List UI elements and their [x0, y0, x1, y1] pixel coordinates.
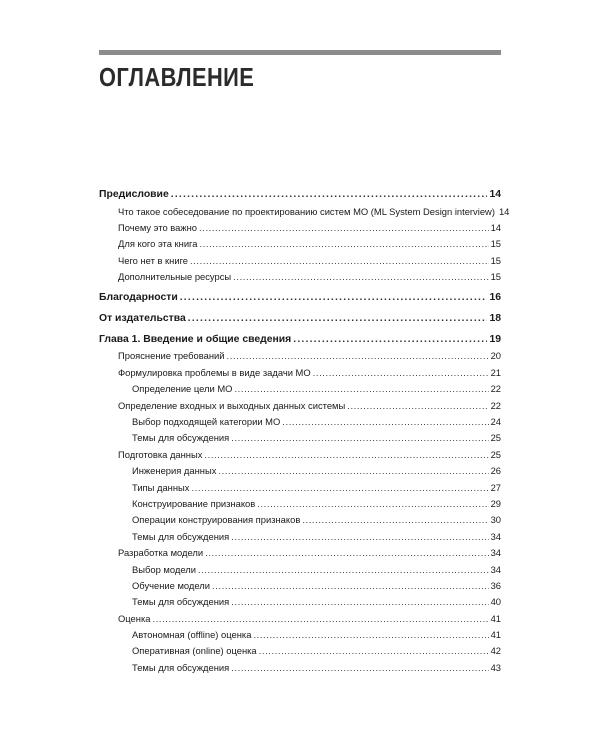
toc-entry-label: Темы для обсуждения: [132, 432, 230, 444]
toc-entry[interactable]: [99, 332, 501, 349]
toc-entry[interactable]: [99, 643, 501, 659]
dot-leader: [205, 545, 488, 561]
toc-entry-label: Формулировка проблемы в виде задачи МО: [118, 366, 311, 378]
toc-entry[interactable]: [99, 253, 501, 269]
toc-entry[interactable]: [99, 447, 501, 463]
toc-entry-page-number: 21: [490, 366, 501, 378]
toc-entry[interactable]: [99, 578, 501, 594]
toc-entry-label: Темы для обсуждения: [132, 596, 230, 608]
toc-entry[interactable]: [99, 381, 501, 397]
toc-entry-page-number: 15: [490, 238, 501, 250]
dot-leader: [231, 594, 488, 610]
toc-entry-label: Автономная (offline) оценка: [132, 629, 252, 641]
dot-leader: [188, 311, 488, 328]
dot-leader: [302, 512, 488, 528]
table-of-contents: [99, 187, 510, 676]
toc-entry[interactable]: [99, 220, 501, 236]
dot-leader: [233, 269, 488, 285]
dot-leader: [199, 236, 488, 252]
toc-entry-label: Дополнительные ресурсы: [118, 271, 232, 283]
toc-entry[interactable]: [99, 290, 501, 307]
toc-entry[interactable]: [99, 365, 501, 381]
toc-entry-page-number: 14: [490, 221, 501, 233]
toc-entry-label: Оперативная (online) оценка: [132, 645, 257, 657]
dot-leader: [171, 187, 488, 204]
dot-leader: [152, 611, 488, 627]
dot-leader: [198, 562, 489, 578]
toc-entry-page-number: 14: [498, 205, 510, 217]
dot-leader: [190, 253, 489, 269]
dot-leader: [253, 627, 488, 643]
toc-entry-page-number: 34: [490, 530, 501, 542]
toc-entry-label: Разработка модели: [118, 547, 204, 559]
toc-entry[interactable]: [99, 398, 501, 414]
page-title: ОГЛАВЛЕНИЕ: [99, 62, 255, 92]
toc-entry-page-number: 24: [490, 416, 501, 428]
dot-leader: [227, 348, 489, 364]
toc-entry-label: Чего нет в книге: [118, 254, 189, 266]
toc-entry-page-number: 16: [489, 291, 501, 303]
toc-entry-page-number: 30: [490, 514, 501, 526]
dot-leader: [282, 414, 488, 430]
toc-entry-page-number: 18: [489, 312, 501, 324]
dot-leader: [347, 398, 488, 414]
dot-leader: [180, 290, 488, 307]
toc-entry-label: Конструирование признаков: [132, 497, 256, 509]
toc-entry[interactable]: [99, 627, 501, 643]
toc-entry-label: Подготовка данных: [118, 448, 203, 460]
toc-entry[interactable]: [99, 529, 501, 545]
toc-entry-page-number: 25: [490, 432, 501, 444]
toc-entry-label: Прояснение требований: [118, 350, 225, 362]
toc-entry-page-number: 43: [490, 661, 501, 673]
toc-entry[interactable]: [99, 512, 501, 528]
dot-leader: [191, 480, 488, 496]
dot-leader: [234, 381, 488, 397]
toc-entry[interactable]: [99, 430, 501, 446]
toc-entry-page-number: 34: [490, 563, 501, 575]
toc-entry[interactable]: [99, 463, 501, 479]
dot-leader: [231, 529, 488, 545]
toc-entry-label: Операции конструирования признаков: [132, 514, 301, 526]
toc-entry-page-number: 42: [490, 645, 501, 657]
dot-leader: [199, 220, 489, 236]
dot-leader: [212, 578, 489, 594]
toc-entry[interactable]: [99, 594, 501, 610]
toc-entry[interactable]: [99, 269, 501, 285]
toc-entry-page-number: 14: [489, 189, 501, 200]
toc-entry-label: Оценка: [118, 612, 151, 624]
toc-entry-label: Темы для обсуждения: [132, 530, 230, 542]
toc-entry[interactable]: [99, 187, 501, 204]
toc-entry-label: Определение входных и выходных данных системы: [118, 399, 346, 411]
toc-entry-page-number: 41: [490, 629, 501, 641]
toc-entry-label: Предисловие: [99, 189, 169, 200]
toc-entry-page-number: 26: [490, 465, 501, 477]
toc-entry-page-number: 25: [490, 448, 501, 460]
dot-leader: [204, 447, 488, 463]
dot-leader: [231, 430, 488, 446]
toc-entry-label: Обучение модели: [132, 579, 211, 591]
toc-entry-page-number: 20: [490, 350, 501, 362]
toc-entry-page-number: 15: [490, 254, 501, 266]
dot-leader: [293, 332, 487, 349]
dot-leader: [218, 463, 488, 479]
toc-entry[interactable]: [99, 204, 510, 220]
top-rule: [99, 50, 501, 55]
toc-entry[interactable]: [99, 414, 501, 430]
toc-entry-page-number: 15: [490, 271, 501, 283]
dot-leader: [313, 365, 489, 381]
toc-entry[interactable]: [99, 660, 501, 676]
toc-entry-label: Почему это важно: [118, 221, 198, 233]
toc-entry-page-number: 29: [490, 497, 501, 509]
toc-entry-label: От издательства: [99, 312, 186, 324]
toc-entry[interactable]: [99, 562, 501, 578]
toc-entry-page-number: 22: [490, 383, 501, 395]
toc-entry-label: Глава 1. Введение и общие сведения: [99, 333, 292, 345]
toc-entry[interactable]: [99, 311, 501, 328]
toc-entry-page-number: 27: [490, 481, 501, 493]
toc-entry-label: Что такое собеседование по проектированию систем МО (ML System Design interview): [118, 205, 495, 217]
toc-entry-label: Определение цели МО: [132, 383, 233, 395]
toc-entry-page-number: 19: [489, 333, 501, 345]
toc-entry-page-number: 34: [490, 547, 501, 559]
toc-entry[interactable]: [99, 236, 501, 252]
toc-entry[interactable]: [99, 480, 501, 496]
toc-entry[interactable]: [99, 611, 501, 627]
toc-entry-label: Инженерия данных: [132, 465, 217, 477]
toc-entry[interactable]: [99, 496, 501, 512]
toc-entry-page-number: 36: [490, 579, 501, 591]
toc-entry[interactable]: [99, 348, 501, 364]
toc-entry-page-number: 40: [490, 596, 501, 608]
toc-entry-label: Темы для обсуждения: [132, 661, 230, 673]
toc-entry[interactable]: [99, 545, 501, 561]
dot-leader: [231, 660, 488, 676]
dot-leader: [257, 496, 488, 512]
toc-entry-label: Типы данных: [132, 481, 190, 493]
toc-entry-page-number: 41: [490, 612, 501, 624]
toc-entry-page-number: 22: [490, 399, 501, 411]
toc-entry-label: Выбор модели: [132, 563, 196, 575]
toc-entry-label: Выбор подходящей категории МО: [132, 416, 281, 428]
toc-entry-label: Для кого эта книга: [118, 238, 198, 250]
dot-leader: [259, 643, 489, 659]
toc-entry-label: Благодарности: [99, 291, 178, 303]
